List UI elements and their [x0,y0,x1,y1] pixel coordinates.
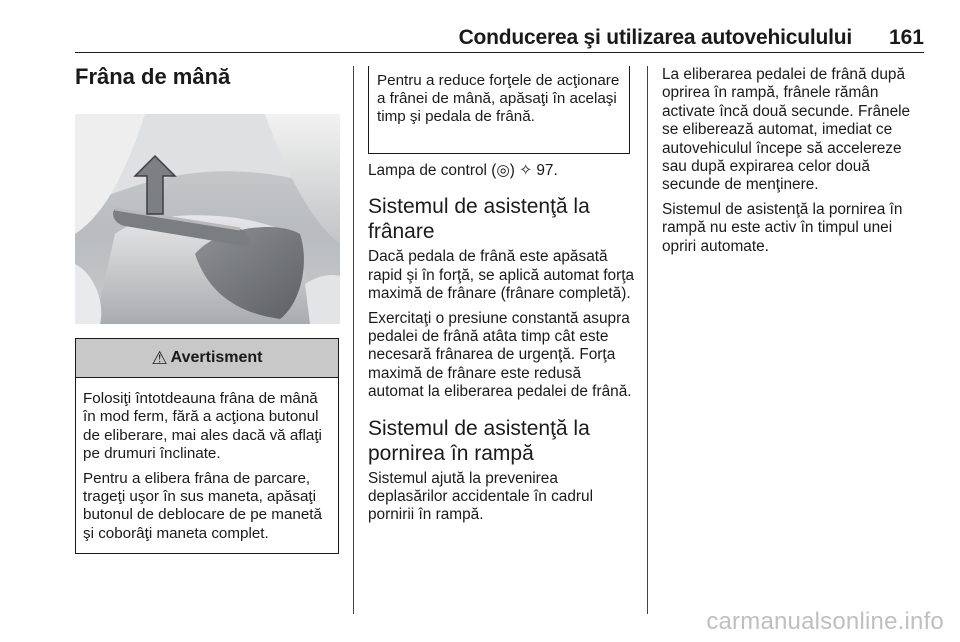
warning-triangle-icon: ⚠ [151,347,168,368]
warning-paragraph: Folosiţi întotdeauna frâna de mână în mod ferm, fără a acţiona butonul de eliberare, mai ales dacă vă aflaţi pe drumuri înclinate. [83,390,322,463]
hill-start-title: Sistemul de asistenţă la pornirea în rampă [368,416,590,465]
column-divider-2 [647,66,648,614]
right-column [662,66,927,256]
brake-assist-title: Sistemul de asistenţă la frânare [368,195,590,244]
handbrake-illustration [75,114,340,324]
warning-box [75,338,339,554]
middle-column [368,162,636,525]
handbrake-photo [75,114,340,324]
warning-header [76,339,338,378]
page-number: 161 [888,26,924,49]
hill-start-detail: Sistemul de asistenţă la pornirea în rampă nu este activ în timpul unei opriri automate. [662,200,903,255]
page-header [75,18,924,53]
warning-body [76,378,338,553]
warning-paragraph: Pentru a elibera frâna de parcare, trageţi uşor în sus maneta, apăsaţi butonul de deblocare de pe manetă şi coborâţi maneta complet. [83,469,322,542]
note-text: Pentru a reduce forţele de acţionare a frânei de mână, apăsaţi în acelaşi timp şi pedala de frână. [377,72,620,126]
brake-assist-paragraph: Exercitaţi o presiune constantă asupra pedalei de frână atâta timp cât este necesară frânarea de urgenţă. Forţa maximă de frânare este redusă automat la eliberarea pedalei de frână. [368,309,632,401]
control-lamp-line [368,162,636,180]
watermark: carmanualsonline.info [706,608,944,635]
warning-label: Avertisment [170,349,263,366]
page-reference: ✧ 97. [519,162,558,179]
hill-start-paragraph: Sistemul ajută la prevenirea deplasărilor accidentale în cadrul pornirii în rampă. [368,469,594,524]
column-divider-1 [353,66,354,614]
brake-assist-paragraph: Dacă pedala de frână este apăsată rapid şi în forţă, se aplică automat forţa maximă de frânare (frânare completă). [368,248,635,303]
brake-assist-section [368,194,636,401]
control-lamp-label: Lampa de control [368,162,487,179]
hill-start-section [368,416,636,525]
hill-start-detail: La eliberarea pedalei de frână după oprirea în rampă, frânele rămân activate încă două secunde. Frânele se eliberează automat, imediat ce autovehiculul începe să accelereze sau după expirarea celor două secunde de menţinere. [662,66,911,194]
section-title-handbrake: Frâna de mână [75,64,231,89]
left-column [75,62,340,554]
brake-lamp-icon: (◎) [491,162,515,179]
chapter-title: Conducerea şi utilizarea autovehiculului [458,26,852,49]
note-box [368,66,630,154]
